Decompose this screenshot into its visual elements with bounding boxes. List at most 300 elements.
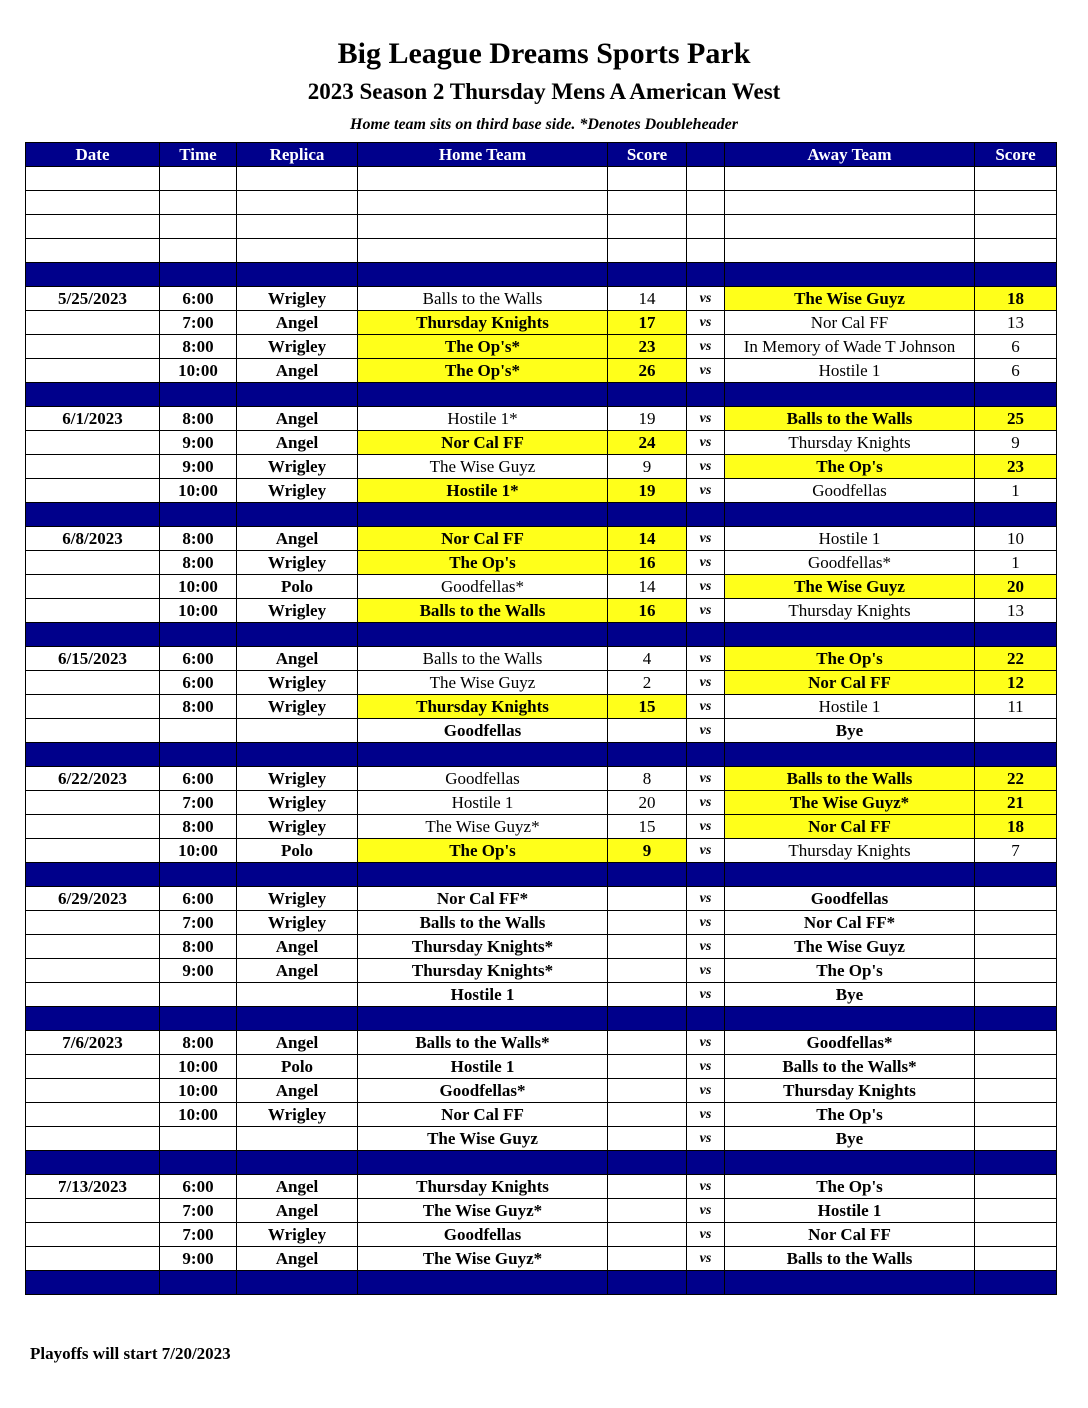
empty-cell <box>725 191 975 215</box>
game-row <box>26 983 1057 1007</box>
home-score <box>608 1055 687 1079</box>
game-date <box>26 551 160 575</box>
game-row <box>26 479 1057 503</box>
game-time: 6:00 <box>160 647 237 671</box>
away-score <box>975 935 1057 959</box>
game-date <box>26 935 160 959</box>
vs-label: vs <box>687 287 725 311</box>
away-team: In Memory of Wade T Johnson <box>725 335 975 359</box>
home-score: 15 <box>608 815 687 839</box>
game-field: Angel <box>237 959 358 983</box>
game-date: 7/13/2023 <box>26 1175 160 1199</box>
empty-cell <box>160 191 237 215</box>
col-away-score-header: Score <box>975 143 1057 167</box>
empty-cell <box>358 167 608 191</box>
vs-label: vs <box>687 551 725 575</box>
game-row <box>26 335 1057 359</box>
separator-cell <box>725 1151 975 1175</box>
away-score: 18 <box>975 815 1057 839</box>
separator-cell <box>358 1007 608 1031</box>
game-field: Angel <box>237 1079 358 1103</box>
away-team: Goodfellas* <box>725 551 975 575</box>
game-field: Wrigley <box>237 671 358 695</box>
separator-cell <box>160 263 237 287</box>
away-team: Balls to the Walls <box>725 407 975 431</box>
game-date <box>26 311 160 335</box>
game-field: Angel <box>237 1031 358 1055</box>
separator-cell <box>237 1151 358 1175</box>
separator-cell <box>358 503 608 527</box>
home-score: 8 <box>608 767 687 791</box>
away-score: 12 <box>975 671 1057 695</box>
away-score <box>975 1199 1057 1223</box>
game-row <box>26 527 1057 551</box>
away-score <box>975 1223 1057 1247</box>
game-row <box>26 1223 1057 1247</box>
home-team: Balls to the Walls <box>358 911 608 935</box>
separator-cell <box>975 623 1057 647</box>
vs-label: vs <box>687 647 725 671</box>
away-team: Bye <box>725 983 975 1007</box>
away-team: The Wise Guyz* <box>725 791 975 815</box>
away-team: Nor Cal FF <box>725 671 975 695</box>
vs-label: vs <box>687 1127 725 1151</box>
separator-cell <box>358 263 608 287</box>
separator-cell <box>237 863 358 887</box>
away-team: Hostile 1 <box>725 1199 975 1223</box>
game-field: Wrigley <box>237 791 358 815</box>
game-date: 6/22/2023 <box>26 767 160 791</box>
game-row <box>26 839 1057 863</box>
game-field: Polo <box>237 839 358 863</box>
game-field: Polo <box>237 575 358 599</box>
empty-cell <box>725 215 975 239</box>
separator-cell <box>26 623 160 647</box>
game-field: Polo <box>237 1055 358 1079</box>
separator-cell <box>160 863 237 887</box>
home-score <box>608 1127 687 1151</box>
home-score: 9 <box>608 839 687 863</box>
game-time: 7:00 <box>160 791 237 815</box>
separator-cell <box>608 743 687 767</box>
away-score: 11 <box>975 695 1057 719</box>
vs-label: vs <box>687 1055 725 1079</box>
separator-cell <box>725 263 975 287</box>
game-time: 10:00 <box>160 1079 237 1103</box>
col-away-team-header: Away Team <box>725 143 975 167</box>
home-team: The Op's* <box>358 335 608 359</box>
separator-cell <box>608 1007 687 1031</box>
game-time: 8:00 <box>160 815 237 839</box>
home-score: 19 <box>608 479 687 503</box>
away-team: The Op's <box>725 1103 975 1127</box>
separator-cell <box>725 623 975 647</box>
game-row <box>26 719 1057 743</box>
home-team: Thursday Knights <box>358 695 608 719</box>
blank-row <box>26 191 1057 215</box>
home-score <box>608 1175 687 1199</box>
game-date <box>26 479 160 503</box>
away-score: 10 <box>975 527 1057 551</box>
game-time: 8:00 <box>160 695 237 719</box>
vs-label: vs <box>687 479 725 503</box>
away-team: Nor Cal FF <box>725 311 975 335</box>
game-date: 6/1/2023 <box>26 407 160 431</box>
away-team: The Wise Guyz <box>725 575 975 599</box>
week-separator <box>26 1271 1057 1295</box>
home-score <box>608 911 687 935</box>
vs-label: vs <box>687 911 725 935</box>
away-score: 7 <box>975 839 1057 863</box>
separator-cell <box>687 1151 725 1175</box>
vs-label: vs <box>687 311 725 335</box>
game-time: 8:00 <box>160 335 237 359</box>
vs-label: vs <box>687 791 725 815</box>
separator-cell <box>608 863 687 887</box>
game-field: Wrigley <box>237 887 358 911</box>
game-time: 8:00 <box>160 1031 237 1055</box>
game-time: 6:00 <box>160 671 237 695</box>
away-score: 1 <box>975 551 1057 575</box>
away-score: 9 <box>975 431 1057 455</box>
vs-label: vs <box>687 935 725 959</box>
empty-cell <box>160 239 237 263</box>
away-team: The Wise Guyz <box>725 287 975 311</box>
game-date: 7/6/2023 <box>26 1031 160 1055</box>
away-score: 21 <box>975 791 1057 815</box>
game-date: 6/29/2023 <box>26 887 160 911</box>
game-date <box>26 1223 160 1247</box>
separator-cell <box>237 623 358 647</box>
separator-cell <box>725 863 975 887</box>
game-date <box>26 599 160 623</box>
week-separator <box>26 863 1057 887</box>
game-row <box>26 311 1057 335</box>
game-time: 8:00 <box>160 551 237 575</box>
vs-label: vs <box>687 1175 725 1199</box>
empty-cell <box>687 215 725 239</box>
game-time: 10:00 <box>160 479 237 503</box>
game-date <box>26 575 160 599</box>
home-score: 19 <box>608 407 687 431</box>
separator-cell <box>608 623 687 647</box>
home-team: Hostile 1* <box>358 479 608 503</box>
empty-cell <box>725 167 975 191</box>
game-field: Angel <box>237 1175 358 1199</box>
game-date <box>26 335 160 359</box>
col-date-header: Date <box>26 143 160 167</box>
away-team: The Op's <box>725 959 975 983</box>
game-time <box>160 1127 237 1151</box>
week-separator <box>26 383 1057 407</box>
game-field: Wrigley <box>237 479 358 503</box>
home-score <box>608 1223 687 1247</box>
game-field <box>237 719 358 743</box>
blank-row <box>26 215 1057 239</box>
away-team: The Op's <box>725 455 975 479</box>
away-team: Thursday Knights <box>725 839 975 863</box>
vs-label: vs <box>687 1103 725 1127</box>
empty-cell <box>160 167 237 191</box>
separator-cell <box>26 263 160 287</box>
empty-cell <box>975 239 1057 263</box>
game-field: Angel <box>237 1247 358 1271</box>
game-field <box>237 1127 358 1151</box>
game-date <box>26 695 160 719</box>
empty-cell <box>687 191 725 215</box>
home-team: Hostile 1 <box>358 983 608 1007</box>
home-score: 2 <box>608 671 687 695</box>
away-team: The Op's <box>725 647 975 671</box>
game-row <box>26 959 1057 983</box>
game-field: Angel <box>237 311 358 335</box>
home-team: Thursday Knights* <box>358 935 608 959</box>
home-score: 14 <box>608 287 687 311</box>
game-date: 6/15/2023 <box>26 647 160 671</box>
away-score: 6 <box>975 359 1057 383</box>
game-row <box>26 1031 1057 1055</box>
col-time-header: Time <box>160 143 237 167</box>
game-date <box>26 719 160 743</box>
game-row <box>26 935 1057 959</box>
separator-cell <box>237 503 358 527</box>
separator-cell <box>358 383 608 407</box>
week-separator <box>26 623 1057 647</box>
home-team: Balls to the Walls <box>358 647 608 671</box>
away-score: 13 <box>975 599 1057 623</box>
game-row <box>26 1055 1057 1079</box>
home-score <box>608 1103 687 1127</box>
home-team: Thursday Knights* <box>358 959 608 983</box>
vs-label: vs <box>687 1223 725 1247</box>
home-team: The Wise Guyz <box>358 455 608 479</box>
home-score <box>608 983 687 1007</box>
col-home-team-header: Home Team <box>358 143 608 167</box>
game-date <box>26 455 160 479</box>
game-date <box>26 1079 160 1103</box>
separator-cell <box>725 1007 975 1031</box>
home-team: The Op's <box>358 551 608 575</box>
empty-cell <box>975 215 1057 239</box>
game-row <box>26 599 1057 623</box>
away-score <box>975 1103 1057 1127</box>
separator-cell <box>687 263 725 287</box>
empty-cell <box>26 191 160 215</box>
vs-label: vs <box>687 671 725 695</box>
empty-cell <box>608 215 687 239</box>
away-score <box>975 887 1057 911</box>
empty-cell <box>687 167 725 191</box>
game-time: 9:00 <box>160 431 237 455</box>
home-score <box>608 1031 687 1055</box>
game-row <box>26 455 1057 479</box>
away-score: 22 <box>975 767 1057 791</box>
separator-cell <box>237 263 358 287</box>
vs-label: vs <box>687 695 725 719</box>
away-score: 22 <box>975 647 1057 671</box>
game-time: 8:00 <box>160 407 237 431</box>
away-score <box>975 1127 1057 1151</box>
game-time: 9:00 <box>160 959 237 983</box>
away-score <box>975 959 1057 983</box>
away-score <box>975 911 1057 935</box>
separator-cell <box>687 623 725 647</box>
game-time: 10:00 <box>160 359 237 383</box>
separator-cell <box>687 1271 725 1295</box>
home-team: Goodfellas <box>358 1223 608 1247</box>
vs-label: vs <box>687 359 725 383</box>
home-score: 17 <box>608 311 687 335</box>
empty-cell <box>358 239 608 263</box>
game-row <box>26 815 1057 839</box>
header-row <box>26 143 1057 167</box>
away-team: The Op's <box>725 1175 975 1199</box>
away-score: 6 <box>975 335 1057 359</box>
away-score <box>975 983 1057 1007</box>
separator-cell <box>160 743 237 767</box>
away-team: Nor Cal FF <box>725 815 975 839</box>
game-time: 10:00 <box>160 1055 237 1079</box>
page-subtitle: 2023 Season 2 Thursday Mens A American West <box>307 79 781 104</box>
vs-label: vs <box>687 1079 725 1103</box>
separator-cell <box>26 1271 160 1295</box>
separator-cell <box>358 1271 608 1295</box>
separator-cell <box>358 623 608 647</box>
home-team: Goodfellas <box>358 767 608 791</box>
vs-label: vs <box>687 767 725 791</box>
home-score: 4 <box>608 647 687 671</box>
away-team: Thursday Knights <box>725 431 975 455</box>
separator-cell <box>975 383 1057 407</box>
away-team: Bye <box>725 1127 975 1151</box>
game-date <box>26 815 160 839</box>
separator-cell <box>160 623 237 647</box>
separator-cell <box>26 503 160 527</box>
game-row <box>26 695 1057 719</box>
empty-cell <box>975 167 1057 191</box>
empty-cell <box>687 239 725 263</box>
home-score: 15 <box>608 695 687 719</box>
week-separator <box>26 743 1057 767</box>
game-row <box>26 1103 1057 1127</box>
home-score <box>608 1199 687 1223</box>
home-team: The Op's* <box>358 359 608 383</box>
game-date <box>26 359 160 383</box>
game-time: 7:00 <box>160 311 237 335</box>
game-time: 10:00 <box>160 575 237 599</box>
home-team: Balls to the Walls* <box>358 1031 608 1055</box>
game-time: 6:00 <box>160 767 237 791</box>
vs-label: vs <box>687 431 725 455</box>
empty-cell <box>26 167 160 191</box>
home-team: Goodfellas* <box>358 575 608 599</box>
game-time: 7:00 <box>160 1223 237 1247</box>
separator-cell <box>237 1007 358 1031</box>
game-field: Wrigley <box>237 551 358 575</box>
game-row <box>26 1247 1057 1271</box>
separator-cell <box>608 1271 687 1295</box>
away-team: Goodfellas <box>725 479 975 503</box>
game-field: Wrigley <box>237 1223 358 1247</box>
game-date: 5/25/2023 <box>26 287 160 311</box>
game-row <box>26 647 1057 671</box>
blank-row <box>26 239 1057 263</box>
separator-cell <box>358 1151 608 1175</box>
game-field: Angel <box>237 527 358 551</box>
home-team: Nor Cal FF <box>358 431 608 455</box>
away-score: 1 <box>975 479 1057 503</box>
home-team: Nor Cal FF <box>358 527 608 551</box>
game-time: 7:00 <box>160 1199 237 1223</box>
game-date <box>26 911 160 935</box>
home-team: Balls to the Walls <box>358 287 608 311</box>
vs-label: vs <box>687 887 725 911</box>
game-time <box>160 719 237 743</box>
away-team: Nor Cal FF* <box>725 911 975 935</box>
home-team: Nor Cal FF* <box>358 887 608 911</box>
vs-label: vs <box>687 959 725 983</box>
home-score <box>608 719 687 743</box>
empty-cell <box>608 191 687 215</box>
game-date <box>26 671 160 695</box>
game-date <box>26 1199 160 1223</box>
separator-cell <box>725 1271 975 1295</box>
home-team: Goodfellas <box>358 719 608 743</box>
separator-cell <box>687 863 725 887</box>
empty-cell <box>608 167 687 191</box>
vs-label: vs <box>687 815 725 839</box>
empty-cell <box>975 191 1057 215</box>
home-score <box>608 1079 687 1103</box>
home-score: 14 <box>608 527 687 551</box>
game-time: 8:00 <box>160 935 237 959</box>
away-team: Hostile 1 <box>725 359 975 383</box>
separator-cell <box>160 1151 237 1175</box>
vs-label: vs <box>687 983 725 1007</box>
game-row <box>26 1127 1057 1151</box>
vs-label: vs <box>687 575 725 599</box>
empty-cell <box>237 191 358 215</box>
game-field: Wrigley <box>237 455 358 479</box>
home-score <box>608 1247 687 1271</box>
empty-cell <box>160 215 237 239</box>
home-score: 14 <box>608 575 687 599</box>
home-score: 16 <box>608 599 687 623</box>
separator-cell <box>725 503 975 527</box>
separator-cell <box>975 1271 1057 1295</box>
week-separator <box>26 1007 1057 1031</box>
game-field: Wrigley <box>237 1103 358 1127</box>
col-home-score-header: Score <box>608 143 687 167</box>
home-team: Nor Cal FF <box>358 1103 608 1127</box>
separator-cell <box>160 1007 237 1031</box>
empty-cell <box>358 215 608 239</box>
game-time: 10:00 <box>160 599 237 623</box>
game-time: 9:00 <box>160 1247 237 1271</box>
game-time: 6:00 <box>160 887 237 911</box>
separator-cell <box>975 503 1057 527</box>
home-score: 16 <box>608 551 687 575</box>
home-score: 20 <box>608 791 687 815</box>
home-team: Hostile 1 <box>358 791 608 815</box>
game-field: Angel <box>237 935 358 959</box>
game-time <box>160 983 237 1007</box>
away-score <box>975 1079 1057 1103</box>
game-field: Angel <box>237 359 358 383</box>
col-vs-header <box>687 143 725 167</box>
home-team: The Wise Guyz* <box>358 815 608 839</box>
home-team: Hostile 1* <box>358 407 608 431</box>
